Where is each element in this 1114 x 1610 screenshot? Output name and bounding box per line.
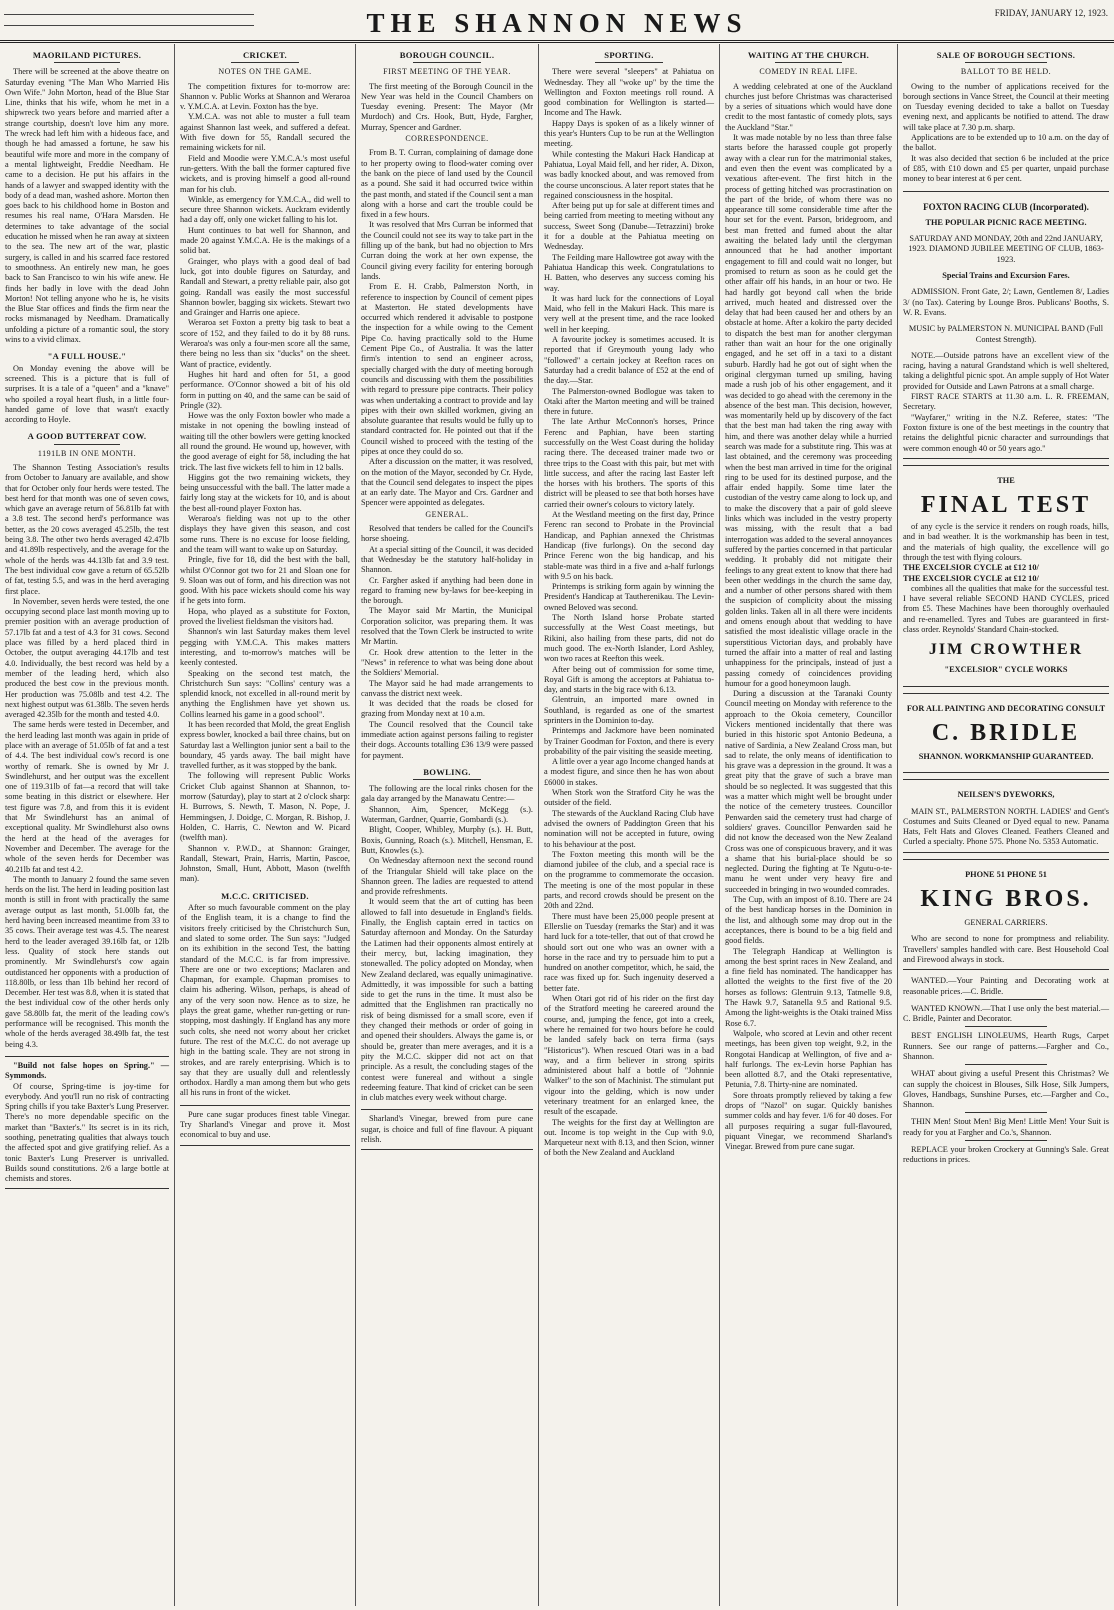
article-paragraph: The following will represent Public Works Cricket Club against Shannon at Shannon, to-morrow (Saturday), play to start at 2 o'clock sharp: H. Burrows, S. Newth, T. Mason, N. Pope, J. Hemmingsen, J. Doidge, C. Morgan, R. Bishop, J. Holden, C. Harris, C. Newton and W. Picard (twelfth man).	[180, 771, 350, 843]
article-paragraph: Shannon, Aim, Spencer, McKegg (s.). Waterman, Gardner, Quarrie, Gombardi (s.).	[361, 804, 533, 825]
article-paragraph: The Council resolved that the Council take immediate action against persons failing to register their dogs. Accounts totalling £36 13/9 were passed for payment.	[361, 719, 533, 760]
divider	[965, 1112, 1047, 1113]
dyeworks-ad	[903, 779, 1109, 852]
headline: BOWLING.	[423, 766, 471, 777]
article-paragraph: Cr. Fargher asked if anything had been done in regard to framing new by-laws for bee-keeping in the borough.	[361, 575, 533, 606]
king-bros-ad	[903, 859, 1109, 970]
headline: SPORTING.	[604, 50, 654, 60]
article-paragraph: The Shannon Testing Association's results from October to January are available, and show that for October only four herds were tested. The best herd for that month was one of seven cows, which gave an average return of 56.81lb fat with a 3.8 test. The second herd's performance was better, as the 20 cows averaged 45.25lb, the test being 3.8. The other two herds averaged 42.47lb and 41.89lb respectively, and the average for the whole of the herds was 44.13lb fat and 3.9 test. The best individual cow gave a return of 65.52lb of fat, testing 5.5, and was in the herd averaging first place.	[5, 462, 169, 596]
classified-ad: WANTED.—Your Painting and Decorating work at reasonable prices.—C. Bridle.	[903, 976, 1109, 996]
article-paragraph: Owing to the number of applications received for the borough sections in Vance Street, the Council at their meeting on Tuesday evening decided to take a ballot on Tuesday evening next, and applicants be notified to attend. The draw will take place at 7.30 p.m. sharp.	[903, 81, 1109, 132]
article-paragraph: There will be screened at the above theatre on Saturday evening "The Man Who Married His Own Wife." John Morton, head of the Blue Star Line, thinks that his wife, whom he met in a shipwreck two years before and married after a strange courtship, doesn't love him any more. The wreck had left him with a hideous face, and though he had amassed a fortune, he saw his beautiful wife more and more in the company of a mental lightweight, Freddie Needham. He came to a decision. He put his affairs in the hands of a lawyer and swapped identity with the body of a dead man, washed ashore. Morton then goes back to his childhood home in Boston and resumes his real name, O'Hara Marsden. He determines to take advantage of the social education he missed when he ran away at sixteen to the sea. The new art of the war, plastic surgery, is called in and his scarred face restored to smoothness. An entirely new man, he goes back to San Francisco to win his wife anew. He finds her badly in love with the dead John Morton! Not telling anyone who he is, he visits the Blue Star offices and finds the firm near the rocks mismanaged by Needham. Dramatically unfolding a picture of a romantic soul, the story wins to a vivid climax.	[5, 67, 169, 345]
classified-ad: WHAT about giving a useful Present this Christmas? We can supply the choicest in Blouses, Silk Hose, Silk Jumpers, Gloves, Handbags, Sunshine Purses, etc.—Fargher and Co., Shannon.	[903, 1069, 1109, 1110]
article-paragraph: Glentruin, an imported mare owned in Southland, is regarded as one of the smartest sprinters in the Dominion to-day.	[544, 695, 714, 725]
article-paragraph: A favourite jockey is sometimes accused. It is reported that if Greymouth young lady who "followed" a certain jockey at Reefton races on Saturday had a credit balance of £52 at the end of the day.—Star.	[544, 335, 714, 386]
column-3	[356, 44, 539, 1606]
article-paragraph: It would seem that the art of cutting has been allowed to fall into desuetude in England's fields. Finally, the English captain erred in tactics on Saturday afternoon and Monday. On the Saturday the Latimen had their opponents almost entirely at their mercy, but, lacking imagination, they stonewalled. The policy adopted on Monday, when New Zealand declared, was equally unimaginative. Admittedly, it was impossible for such a batting side to get the runs in the time. It must also be admitted that the Englishmen ran practically no risk of being dismissed for a small score, even if they changed their methods or order of going in and opened their shoulders. Always the game is, or should be, greater than mere averages, and it is a pity the M.C.C. skipper did not act on that principle. As a result, the concluding stages of the contest were funereal and without a single redeeming feature. That kind of cricket can be seen in club matches every week without charge.	[361, 897, 533, 1103]
headline: A GOOD BUTTERFAT COW.	[27, 431, 147, 442]
article-paragraph: After a discussion on the matter, it was resolved, on the motion of the Mayor, seconded by Cr. Hyde, that the Council send delegates to inspect the pipes at an early date. The Mayor and Crs. Gardner and Spencer were appointed as delegates.	[361, 457, 533, 508]
article-paragraph: Grainger, who plays with a good deal of bad luck, got into double figures on Saturday, and Randall and Stewart, a pretty reliable pair, also got going. Randall was easily the most successful Shannon bowler, bagging six wickets. Stewart two and Grainger and Harris one apiece.	[180, 256, 350, 318]
article-paragraph: The Palmerston-owned Bodlogue was taken to Otaki after the Marton meeting and will be trained there in future.	[544, 386, 714, 417]
bridle-sub: SHANNON. WORKMANSHIP GUARANTEED.	[918, 751, 1094, 761]
king-text: Who are second to none for promptness and reliability. Travellers' samples handled with care. Best Household Coal and Firewood always in stock.	[903, 934, 1109, 964]
race-first: FIRST RACE STARTS at 11.30 a.m. L. R. FREEMAN, Secretary.	[903, 392, 1109, 412]
article-paragraph: Weraroa's fielding was not up to the other displays they have given this season, and cost some runs. There is no excuse for loose fielding, and the team will want to wake up on Saturday.	[180, 514, 350, 554]
article-paragraph: Winkle, as emergency for Y.M.C.A., did well to secure three Shannon wickets. Auckram evidently had a day off, only one wicket falling to his lot.	[180, 194, 350, 225]
classified-ad: THIN Men! Stout Men! Big Men! Little Men! Your Suit is ready for you at Fargher and Co.'s, Shannon.	[903, 1117, 1109, 1137]
article-paragraph: The Mayor said Mr Martin, the Municipal Corporation solicitor, was preparing them. It was resolved that the Town Clerk be instructed to write Mr Martin.	[361, 606, 533, 647]
article-paragraph: Hopa, who played as a substitute for Foxton, proved the liveliest fieldsman the visitors had.	[180, 606, 350, 627]
article-paragraph: Printemps and Jackmore have been nominated by Trainer Goodman for Foxton, and there is every probability of the pair visiting the seaside meeting.	[544, 726, 714, 756]
article-paragraph: It was made notable by no less than three false starts before the harassed couple got properly away with a clear run for the matrimonial stakes, and even then the event was complicated by a vexatious after-event. The first hitch in the process of getting hitched was procrastination on the part of the bride, of whom there was no appearance till some considerable time after the hour set for the event. Parson, bridegroom, and best man fretted and fumed about the altar awaiting the belated lady until the clergyman announced that he had another important engagement to fill and could wait no longer, but promised to return as soon as he could get the other affair off his hands, in an hour or two. He had hardly got beyond call when the bride arrived, much heated and distressed over the delay that had been caused her and others by an obstacle at home. After a kokiro the party decided to dispatch the best man for another clergyman rather than wait an hour for the one originally engaged, and he set off in a taxi to a distant suburb. Hardly had he got out of sight when the original clergyman turned up smiling, having made a rush job of his other engagement, and it was decided to go ahead with the ceremony in the absence of the best man. This decision, however, was momentarily held up by discovery of the fact that the best man had taken the ring away with him, and there was another delay while a hurried search was made for a substitute ring. This was at last obtained, and the ceremony was proceeding when the best man arrived in time for the original ring to be used for its destined purpose, and the affair ended happily. Some time later the custodian of the vestry came along to lock up, and to make the discovery that a pair of gold sleeve links which was included in the vestry property was missing, with the result that a bad interrogation was added to the several annoyances suffered by the parties concerned in that particular wedding. It probably did not mitigate their feelings to any great extent to know that there had been other weddings in the church the same day, and a number of other persons shared with them the suspicion of complicity about the missing golden links. Taken all in all there were incidents and omens enough about that wedding to have satisfied the most idealistic village oracle in the superstitious Victorian days, and probably have turned the affair into a matter of real and lasting unhappiness for the principals, instead of just a passing comedy of coincidences providing humour for a good honeymoon laugh.	[725, 133, 892, 688]
article-paragraph: The Mayor said he had made arrangements to canvass the district next week.	[361, 678, 533, 698]
article-paragraph: Pringle, five for 18, did the best with the ball, whilst O'Connor got two for 21 and Sloan one for 9. Sloan was out of form, and his direction was not good. With his pace wickets should come his way if he gets into form.	[180, 555, 350, 606]
article-paragraph: A little over a year ago Income changed hands at a modest figure, and since then he has won about £6000 in stakes.	[544, 757, 714, 787]
article-paragraph: The Telegraph Handicap at Wellington is among the best sprint races in New Zealand, and a fine field has nominated. The handicapper has allotted the weights to the first five of the 20 horses as follows: Glentruin 9.13, Tatmelle 9.8, The Hawk 9.7, Satanella 9.5 and Rational 9.5. Among the light-weights is the Otaki trained Miss Rose 6.7.	[725, 946, 892, 1028]
column-4	[539, 44, 720, 1606]
king-name: KING BROS.	[920, 886, 1092, 913]
column-2	[175, 44, 356, 1606]
bridle-for: FOR ALL PAINTING AND DECORATING CONSULT	[906, 703, 1106, 713]
ad-text: Pure cane sugar produces finest table Vinegar. Try Sharland's Vinegar and prove it. Most economical to buy and use.	[180, 1109, 350, 1140]
divider	[775, 62, 842, 63]
article-paragraph: From B. T. Curran, complaining of damage done to her property owing to flood-water coming over the bank on the piece of land used by the Council as a pound. She said it had occurred twice within the past month, and stated if the Council sent a man along with a horse and cart the trouble could be fixed in a few hours.	[361, 148, 533, 220]
divider	[965, 1140, 1047, 1141]
dyeworks-text: MAIN ST., PALMERSTON NORTH. LADIES' and Gent's Costumes and Suits Cleaned or Dyed equal to new. Panama Hats, Felt Hats and Gloves Cleaned. Feathers Cleaned and Curled a specialty. Phone 575. Phone No. 5353 Automatic.	[903, 806, 1109, 847]
article-paragraph: It was decided that the roads be closed for grazing from Monday next at 10 a.m.	[361, 699, 533, 719]
cycle-text: of any cycle is the service it renders on rough roads, hills, and in bad weather. It is the workmanship has been in test, and the materials of high quality, the excellence will go through the test with flying colours.	[903, 522, 1109, 562]
headline: MAORILAND PICTURES.	[32, 50, 142, 60]
divider	[231, 62, 299, 63]
article-paragraph: Walpole, who scored at Levin and other recent meetings, has been given top weight, 9.2, in the Rongotai Handicap at Wellington, of five and a-half furlongs. The ex-Levin horse Paphian has been allotted 8.7, and the Otaki representative, Petunia, 7.8. Thirty-nine are nominated.	[725, 1028, 892, 1090]
cycle-price: THE EXCELSIOR CYCLE at £12 10/	[903, 573, 1039, 583]
subheadline: COMEDY IN REAL LIFE.	[759, 67, 858, 77]
article-paragraph: The North Island horse Probate started successfully at the West Coast meetings, but Rikini, also hailing from these parts, did not do much good. The ex-North Islander, Lord Ashley, won two races at Reefton this week.	[544, 613, 714, 664]
headline: WAITING AT THE CHURCH.	[747, 50, 870, 60]
article-paragraph: The competition fixtures for to-morrow are: Shannon v. Public Works at Shannon and Weraroa v. Y.M.C.A. at Levin. Foxton has the bye.	[180, 81, 350, 112]
article-paragraph: Printemps is striking form again by winning the President's Handicap at Tautherenikau. The Levin-owned Beloved was second.	[544, 582, 714, 612]
article-paragraph: On Wednesday afternoon next the second round of the Triangular Shield will take place on the Shannon green. The ladies are requested to attend and provide refreshments.	[361, 856, 533, 897]
divider	[413, 779, 482, 780]
race-meeting-ad	[903, 191, 1109, 459]
article-paragraph: When Stork won the Stratford City he was the outsider of the field.	[544, 788, 714, 808]
divider	[965, 1064, 1047, 1065]
article-paragraph: In November, seven herds were tested, the one occupying second place last month moving up to premier position with an average production of 57.17lb fat and a test of 4.3 for 31 cows. Second place was filled by a herd placed third in October, the output averaging 44.17lb and test 4.0. Individually, the best record was held by a member of the leading herd, which also produced the best cow in the previous month. Her production was 75.08lb and test 4.2. The next highest output was 61.38lb. The seven herds averaged 42.35lb for the month and tested 4.0.	[5, 596, 169, 720]
article-paragraph: Higgins got the two remaining wickets, they being unsuccessful with the ball. The latter made a fairly long stay at the wickets for 10, and is about the best all-round player Foxton has.	[180, 472, 350, 513]
article-paragraph: Resolved that tenders be called for the Council's horse shoeing.	[361, 524, 533, 544]
cycle-ad	[903, 465, 1109, 687]
advertisement	[5, 1056, 169, 1190]
divider	[54, 444, 120, 445]
article-paragraph: It was hard luck for the connections of Loyal Maid, who fell in the Makuri Hack. This mare is very well at the present time, and the race looked well in her keeping.	[544, 293, 714, 334]
article-paragraph: There must have been 25,000 people present at Ellerslie on Tuesday (remarks the Star) and it was hard luck for a tote-teller, that out of that crowd he should sort out one who was an owner with a horse in the race and try to persuade him to put a hundred on another competitor, which, he said, the race was fixed up for. Such ingenuity deserved a better fate.	[544, 911, 714, 993]
article-paragraph: The Foxton meeting this month will be the diamond jubilee of the club, and a special race is on the programme to commemorate the occasion. The meeting is one of the most popular in these parts, and record crowds should be present on the 20th and 22nd.	[544, 849, 714, 911]
headline: SALE OF BOROUGH SECTIONS.	[936, 50, 1076, 60]
article-paragraph: Shannon v. P.W.D., at Shannon: Grainger, Randall, Stewart, Prain, Harris, Martin, Pascoe, Johnston, Small, Hunt, Abbott, Mason (twelfth man).	[180, 843, 350, 884]
divider	[965, 62, 1047, 63]
cycle-headline: FINAL TEST	[920, 492, 1092, 519]
advertisement	[361, 1109, 533, 1150]
article-paragraph: It was resolved that Mrs Curran be informed that the Council could not see its way to take part in the filling up of the bank, but had no objection to Mrs Curran doing the work at her own expense, the Council giving every facility for entering borough lands.	[361, 220, 533, 281]
article-paragraph: There were several "sleepers" at Pahiatua on Wednesday. They all "woke up" by the time the Wellington and Foxton meetings roll round. A good combination for Wellington is started—Income and The Hawk.	[544, 67, 714, 118]
article-paragraph: While contesting the Makuri Hack Handicap at Pahiatua, Loyal Maid fell, and her rider, A. Dixon, was badly knocked about, and was removed from the course unconscious. A later report states that he regained consciousness in the hospital.	[544, 149, 714, 200]
article-paragraph: Cr. Hook drew attention to the letter in the "News" in reference to what was being done about the Soldiers' Memorial.	[361, 647, 533, 678]
cycle-dealer-name: JIM CROWTHER	[928, 641, 1084, 659]
article-paragraph: After so much favourable comment on the play of the English team, it is a change to find the visitors freely criticised by the Christchurch Sun, and slated to some order. The Sun says: "Judged on its exhibition in the second Test, the batting standard of the M.C.C. is far from impressive. There are one or two exceptions; Maclaren and Chapman, for example. Chapman promises to claim his adhering. Wilson, perhaps, is ahead of any of the very soon now. Hence as to size, he plays the great game, whether run-getting or run-stopping, most dashingly. If England has any more such colts, she need not worry about her cricket future. The rest of the M.C.C. do not average up high in the batting scale. They are not strong in strokes, and are rarely enterprising. Which is to say that they are usually dull and relentlessly orthodox. Hardly a man among them but who gets all his runs in front of the wicket.	[180, 903, 350, 1098]
article-paragraph: After being put up for sale at different times and being carried from meeting to meeting without any success, Sweet Song (Danube—Tetrazzini) broke it for a double at the Pahiatua meeting on Wednesday.	[544, 201, 714, 252]
article-paragraph: The same herds were tested in December, and the herd leading last month was again in pride of place with an average of 51.05lb of fat and a test of 4.4. The best individual cow's record is one worthy of remark. She is owned by Mr J. Swindlehurst, and her output was the excellent one of 119.31lb of fat—a record that will take some beating in this district or elsewhere. Her test figure was 7.8, and from this it is evident that Mr Swindlehurst has an animal of exceptional quality. Mr Swindlehurst also owns the herd at the head of the averages for November and December. The average for the whole of the seven herds for December was 40.21lb fat and test 4.2.	[5, 720, 169, 874]
article-paragraph: The weights for the first day at Wellington are out. Income is top weight in the Cup with 9.0, Marqueteur next with 8.13, and then Scion, winner of both the New Zealand and Auckland	[544, 1117, 714, 1158]
race-quote: "Wayfarer," writing in the N.Z. Referee, states: "The Foxton fixture is one of the best meetings in the country that retains the delightful picnic character and surroundings that were common enough 40 or 50 years ago."	[903, 412, 1109, 453]
article-paragraph: The following are the local rinks chosen for the gala day arranged by the Manawatu Centre:—	[361, 784, 533, 804]
article-paragraph: The first meeting of the Borough Council in the New Year was held in the Council Chambers on Tuesday evening. Present: The Mayor (Mr Murdoch) and Crs. Hook, Butt, Hyde, Fargher, Murray, Spencer and Gardner.	[361, 81, 533, 132]
classified-ad: BEST ENGLISH LINOLEUMS, Hearth Rugs, Carpet Runners. See our range of patterns.—Fargher and Co., Shannon.	[903, 1031, 1109, 1061]
section-heading: CORRESPONDENCE.	[405, 134, 489, 144]
columns	[0, 44, 1114, 1606]
article-paragraph: The Cup, with an impost of 8.10. There are 24 of the best handicap horses in the Dominion in the list, and although some may drop out in the acceptances, there is bound to be a big field and good fields.	[725, 895, 892, 946]
divider	[54, 62, 120, 63]
ad-text: Sharland's Vinegar, brewed from pure cane sugar, is choice and full of fine flavour. A piquant relish.	[361, 1114, 533, 1144]
subheadline: FIRST MEETING OF THE YEAR.	[383, 67, 511, 77]
divider	[595, 62, 663, 63]
headline: BOROUGH COUNCIL.	[399, 50, 495, 60]
article-paragraph: Hunt continues to bat well for Shannon, and made 20 against Y.M.C.A. He is the makings of a solid bat.	[180, 225, 350, 256]
column-5	[720, 44, 898, 1606]
headline: CRICKET.	[242, 50, 288, 60]
article-paragraph: When Otari got rid of his rider on the first day of the Stratford meeting he careered around the course, and, jumping the fence, got into a creek, where he remained for two hours before he could be landed safely back on terra firma (says "Historicus"). When rescued Otari was in a bad way, and a firm believer in strong spirits administered about half a bottle of "Johnnie Walker" to the son of Machinist. The stimulant put vigour into the gelding, which is now under veterinary treatment for an enlarged knee, the result of the escapade.	[544, 994, 714, 1117]
column-1	[0, 44, 175, 1606]
issue-date: FRIDAY, JANUARY 12, 1923.	[994, 8, 1108, 18]
divider	[965, 1026, 1047, 1027]
classified-ad: REPLACE your broken Crockery at Gunning's Sale. Great reductions in prices.	[903, 1145, 1109, 1165]
article-paragraph: Sore throats promptly relieved by taking a few drops of "Nazol" on sugar. Quickly banishes summer colds and hay fever. 1/6 for 40 doses. For all purposes requiring a sugar full-flavoured, piquant Vinegar, we recommend Sharland's Vinegar. Brewed from pure cane sugar.	[725, 1090, 892, 1152]
headline: M.C.C. CRITICISED.	[221, 890, 309, 901]
subheadline: BALLOT TO BE HELD.	[960, 67, 1052, 77]
subheadline: NOTES ON THE GAME.	[218, 67, 312, 77]
cycle-text: combines all the qualities that make for the successful test. I have several reliable SECOND HAND CYCLES, priced from £5. These Machines have been thoroughly overhauled and re-enamelled. Tyres and Tubes are guaranteed in first-class order. Reynolds' Standard Chain-stocked.	[903, 583, 1109, 635]
article-paragraph: Weraroa set Foxton a pretty big task to beat a score of 152, and they failed to do it by 88 runs. Weraroa's was only a four-men score all the same, there being no less than six "ducks" on the sheet. Want of practice, evidently.	[180, 318, 350, 369]
king-sub: GENERAL CARRIERS.	[964, 918, 1048, 928]
bridle-ad	[903, 693, 1109, 774]
race-club-name: FOXTON RACING CLUB (Incorporated).	[923, 201, 1089, 212]
article-paragraph: Shannon's win last Saturday makes them level pegging with Y.M.C.A. This makes matters interesting, and to-morrow's matches will be keenly contested.	[180, 627, 350, 668]
divider	[965, 999, 1047, 1000]
race-title: THE POPULAR PICNIC RACE MEETING.	[925, 217, 1087, 227]
cycle-the: THE	[997, 475, 1015, 485]
divider	[413, 62, 482, 63]
article-paragraph: At a special sitting of the Council, it was decided that Wednesday be the statutory half-holiday in Shannon.	[361, 544, 533, 575]
bridle-name: C. BRIDLE	[931, 719, 1081, 746]
race-dates: SATURDAY AND MONDAY, 20th and 22nd JANUARY, 1923. DIAMOND JUBILEE MEETING OF CLUB, 1863-1923.	[908, 234, 1104, 264]
ad-text: Of course, Spring-time is joy-time for everybody. And you'll run no risk of contracting Spring chills if you take Baxter's Lung Preserver. There's no more dependable specific on the market than "Baxter's." Its secret is in its rich, soothing, penetrating qualities that always touch the affected spot and give gratifying relief. As a tonic Baxter's Lung Preserver is unrivalled. Builds sound constitutions. 2/6 a large bottle at chemists and stores.	[5, 1081, 169, 1184]
article-paragraph: Howe was the only Foxton bowler who made a mistake in not opening the bowling instead of waiting till the other bowlers were getting knocked all round the ground. He wound up, however, with the good average of eight for 58, including the hat trick. The last five wickets fell to him in 12 balls.	[180, 411, 350, 472]
king-phone: PHONE 51 PHONE 51	[965, 869, 1047, 879]
article-paragraph: Blight, Cooper, Whibley, Murphy (s.). H. Butt, Boxis, Gunning, Roach (s.). Mitchell, Hensman, E. Butt, Knowles (s.).	[361, 825, 533, 855]
article-paragraph: Happy Days is spoken of as a likely winner of this year's Hunters Cup to be run at the Wellington meeting.	[544, 118, 714, 149]
dyeworks-head: NEILSEN'S DYEWORKS,	[957, 790, 1055, 800]
article-paragraph: The late Arthur McConnon's horses, Prince Ferenc and Paphian, have been starting successfully on the West Coast during the holiday racing there. The deceased trainer made two or three trips to the Coast with this pair, but met with little success, and after the racing last Easter left the horses with his brothers. The sports of this district will be pleased to see that both horses have carried their owner's colours to victory lately.	[544, 417, 714, 509]
article-paragraph: A wedding celebrated at one of the Auckland churches just before Christmas was characterised by a series of situations which would have done credit to the most fantastic of comedy plots, says the Auckland "Star."	[725, 81, 892, 132]
classified-ad: WANTED KNOWN.—That I use only the best material.—C. Bridle, Painter and Decorator.	[903, 1003, 1109, 1024]
article-paragraph: At the Westland meeting on the first day, Prince Ferenc ran second to Probate in the Provincial Handicap, and Paphian annexed the Christmas Handicap (five furlongs). On the second day Prince Ferenc won the big handicap, and his stable-mate was third in a five and a-half furlongs with 9.5 on his back.	[544, 510, 714, 581]
article-paragraph: From E. H. Crabb, Palmerston North, in reference to inspection by Council of cement pipes at Masterton. He stated developments have occurred which rendered it advisable to postpone the inspection for a while owing to the Cement Pipe Co. having practically sold to the Hume Cement Pipe Co., of Australia. It was the latter firm's intention to send an engineer across, specially charged with the duty of meeting borough councils and discussing with them the possibilities with regard to pressure pipe contracts. Their policy was when undertaking a contract to provide and lay pipes with their own skilled workmen, giving an absolute guarantee that results would be fully up to standard contracted for. He pointed out that if the Council wished to proceed with the testing of the pipes at once they could do so.	[361, 282, 533, 456]
headline: "A FULL HOUSE."	[47, 351, 127, 362]
article-paragraph: Speaking on the second test match, the Christchurch Sun says: "Collins' century was a splendid knock, not excelled in all-round merit by anything the Englishmen have yet shown us. Collins learned his game in a good school".	[180, 668, 350, 719]
article-paragraph: The Feilding mare Hallowtree got away with the Pahiatua Handicap this week. Congratulations to H. Batten, who deserves any success coming his way.	[544, 252, 714, 293]
race-admission: ADMISSION. Front Gate, 2/; Lawn, Gentlemen 8/, Ladies 3/ (no Tax). Catering by Lounge Bros. Publicans' Booths, S. W. R. Evans.	[903, 287, 1109, 317]
race-trains: Special Trains and Excursion Fares.	[942, 271, 1070, 281]
article-paragraph: The stewards of the Auckland Racing Club have advised the owners of Paddington Green that his nomination will not be accepted in future, owing to his behaviour at the post.	[544, 808, 714, 849]
cycle-dealer-sub: "EXCELSIOR" CYCLE WORKS	[944, 665, 1068, 675]
article-paragraph: Y.M.C.A. was not able to muster a full team against Shannon last week, and suffered a defeat. With five down for 55, Randall secured the remaining wickets for nil.	[180, 112, 350, 153]
column-6	[898, 44, 1114, 1606]
masthead	[0, 0, 1114, 43]
advertisement	[180, 1105, 350, 1146]
article-paragraph: The month to January 2 found the same seven herds on the list. The herd in leading position last month is still in front with practically the same average output as last month, 51.00lb fat, the herd having been increased meantime from 33 to 35 cows. Their average test was 4.5. The nearest herd to the leader averaged 39.16lb fat, or 12lb less. Quality of stock here stands out prominently. Mr Swindlehurst's cow again outdistanced her opponents with a production of 118.80lb, or less than 1lb behind her record of December. Her test was 8.8, when it is stated that the best individual cow of the other herds only gave 58.80lb fat, the merit of the leading cow's performance will be recognised. This month the whole of the herds averaged 38.49lb fat, the test being 4.3.	[5, 874, 169, 1049]
section-heading: GENERAL.	[425, 509, 469, 519]
article-paragraph: During a discussion at the Taranaki County Council meeting on Monday with reference to the approach to the Okoia cemetery, Councillor Vickers mentioned incidentally that there was buried in this historic spot Antonio Bedeuna, a native of Sardinia, a New Zealand Cross man, but sad to relate, the only means of identification to his grave was a depression in the ground. It was a great pity that the grave of such a brave man should be so neglected. It was suggested that this was a matter which might well be brought under the notice of the cemetery trustees. Councillor Penwarden said the cemetery trust had charge of soldiers' graves. Councillor Penwarden said he did not know the deceased won the New Zealand Cross was one of conspicuous bravery, and it was a shame that his burial-place should be so neglected. During the fighting at Te Ngutu-o-te-manu he went under very heavy fire and succeeded in bringing in two wounded comrades.	[725, 689, 892, 894]
subheadline: 1191LB IN ONE MONTH.	[37, 448, 137, 458]
article-paragraph: It has been recorded that Mold, the great English express bowler, knocked a bail three chains, but on Saturday last a Wellington junior sent a bail to the boundary, 45 yards away. The bail might have travelled further, as it was stopped by the bank.	[180, 720, 350, 771]
newspaper-title: THE SHANNON NEWS	[366, 8, 748, 38]
cycle-price: THE EXCELSIOR CYCLE at £12 10/	[903, 563, 1039, 573]
ad-heading: "Build not false hopes on Spring." —Symmonds.	[5, 1060, 169, 1081]
article-paragraph: Hughes hit hard and often for 51, a good performance. O'Connor showed a bit of his old form in putting on 40, and the same can be said of Pringle (32).	[180, 369, 350, 410]
article-paragraph: On Monday evening the above will be screened. This is a picture that is full of surprises. It is a tale of a "queen" and a "knave" who spoiled a royal heart flush, in a little four-handed game of love that wasn't exactly according to Hoyle.	[5, 363, 169, 425]
race-music: MUSIC by PALMERSTON N. MUNICIPAL BAND (Full Contest Strength).	[908, 324, 1104, 344]
article-paragraph: Field and Moodie were Y.M.C.A.'s most useful run-getters. With the ball the former captured five wickets, and is proving himself a good all-round man for his club.	[180, 153, 350, 194]
article-paragraph: After being out of commission for some time, Royal Gift is among the acceptors at Pahiatua to-day, and starts in the big race with 6.13.	[544, 664, 714, 695]
race-notice: NOTE.—Outside patrons have an excellent view of the racing, having a natural Grandstand which is well sheltered, taking a delightful picnic spot. An ample supply of Hot Water provided for Outside and Lawn Patrons at a small charge.	[903, 350, 1109, 391]
article-paragraph: Applications are to be extended up to 10 a.m. on the day of the ballot.	[903, 133, 1109, 153]
article-paragraph: It was also decided that section 6 be included at the price of £85, with £10 down and £5 per quarter, unpaid purchase money to bear interest at 6 per cent.	[903, 153, 1109, 184]
